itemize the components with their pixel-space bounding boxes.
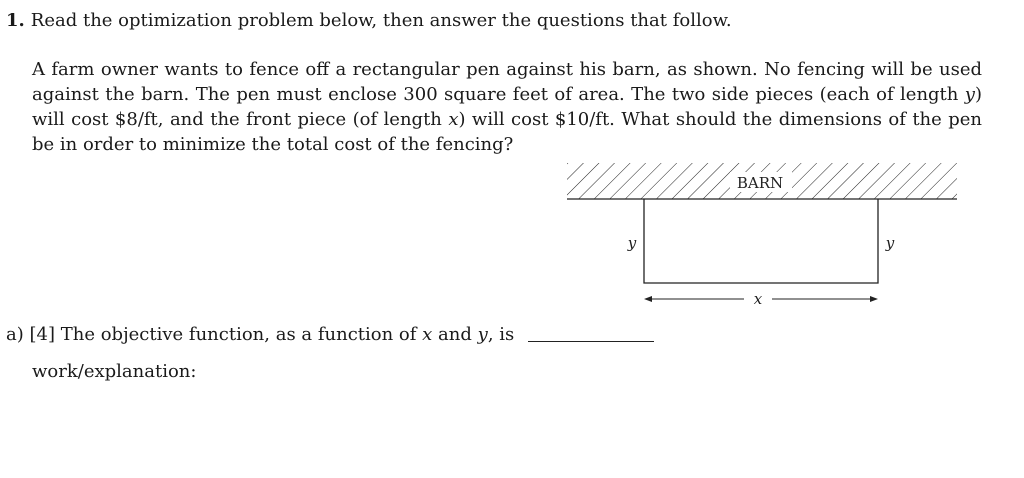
part-a-and: and bbox=[438, 324, 472, 345]
work-label: work/explanation: bbox=[32, 361, 197, 382]
part-a-text: The objective function, as a function of bbox=[60, 324, 417, 345]
question-number: 1. bbox=[6, 10, 25, 31]
part-a-question bbox=[6, 324, 654, 345]
part-a-label: a) bbox=[6, 324, 24, 345]
answer-blank[interactable] bbox=[528, 341, 654, 342]
bottom-label: x bbox=[753, 290, 763, 308]
problem-var-y: y bbox=[964, 84, 975, 105]
problem-var-x: x bbox=[448, 109, 459, 130]
part-a-points: [4] bbox=[29, 324, 55, 345]
question-header bbox=[6, 10, 732, 31]
problem-statement bbox=[32, 57, 982, 157]
barn-pen-diagram bbox=[560, 155, 960, 315]
left-side-label: y bbox=[627, 234, 637, 252]
right-side-label: y bbox=[885, 234, 895, 252]
question-instruction: Read the optimization problem below, then answer the questions that follow. bbox=[30, 10, 732, 31]
problem-text-2: ) will cost $8/ft, and the front piece (of length bbox=[32, 84, 982, 130]
part-a-var-y: y bbox=[477, 324, 488, 345]
pen-fence bbox=[644, 199, 878, 283]
part-a-end: , is bbox=[487, 324, 515, 345]
problem-text-1: A farm owner wants to fence off a rectangular pen against his barn, as shown. No fencing will be used against the barn. The pen must enclose 300 square feet of area. The two side pieces (each of length bbox=[32, 59, 982, 105]
barn-label: BARN bbox=[736, 174, 784, 192]
part-a-var-x: x bbox=[422, 324, 433, 345]
problem-text-3: ) will cost $10/ft. What should the dimensions of the pen be in order to minimize the total cost of the fencing? bbox=[32, 109, 982, 155]
